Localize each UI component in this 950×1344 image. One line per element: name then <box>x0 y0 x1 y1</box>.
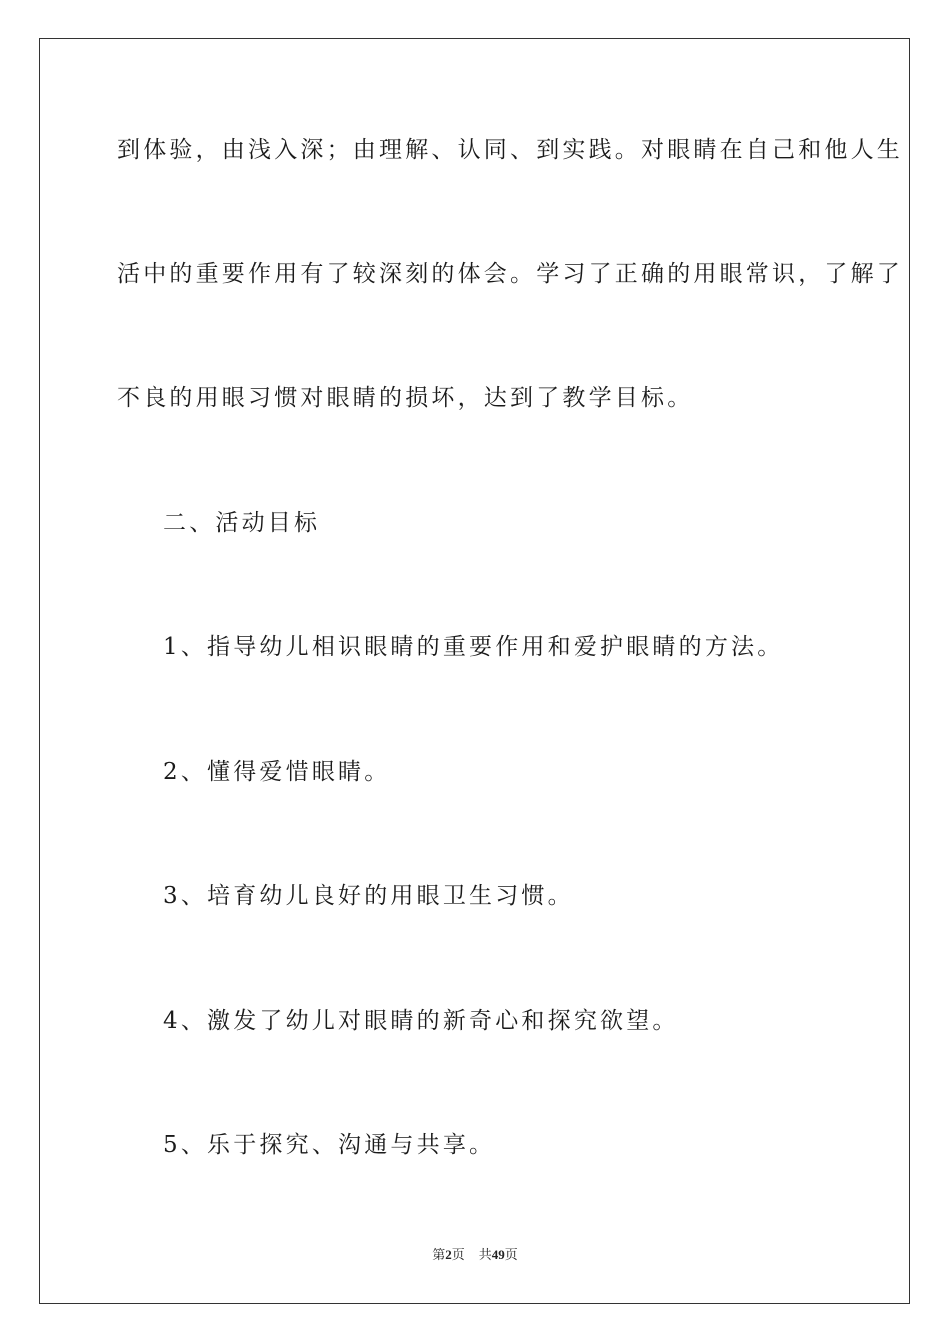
goal-item-3: 3、培育幼儿良好的用眼卫生习惯。 <box>163 883 574 909</box>
goal-item-4: 4、激发了幼儿对眼睛的新奇心和探究欲望。 <box>163 1008 679 1034</box>
page-border <box>39 38 910 1304</box>
paragraph-line-3: 不良的用眼习惯对眼睛的损坏，达到了教学目标。 <box>117 385 694 411</box>
section-heading: 二、活动目标 <box>163 510 321 536</box>
footer-total-pages: 49 <box>491 1247 505 1262</box>
footer-page-suffix: 页 <box>451 1247 465 1262</box>
goal-item-2: 2、懂得爱惜眼睛。 <box>163 759 391 785</box>
goal-item-5: 5、乐于探究、沟通与共享。 <box>163 1132 496 1158</box>
footer-total-suffix: 页 <box>504 1247 518 1262</box>
page-footer <box>0 1247 950 1263</box>
footer-page-number: 2 <box>445 1247 452 1262</box>
paragraph-line-2: 活中的重要作用有了较深刻的体会。学习了正确的用眼常识，了解了 <box>117 261 903 287</box>
footer-page-prefix: 第 <box>432 1247 446 1262</box>
footer-total-prefix: 共 <box>478 1247 492 1262</box>
goal-item-1: 1、指导幼儿相识眼睛的重要作用和爱护眼睛的方法。 <box>163 634 784 660</box>
paragraph-line-1: 到体验，由浅入深；由理解、认同、到实践。对眼睛在自己和他人生 <box>117 137 903 163</box>
